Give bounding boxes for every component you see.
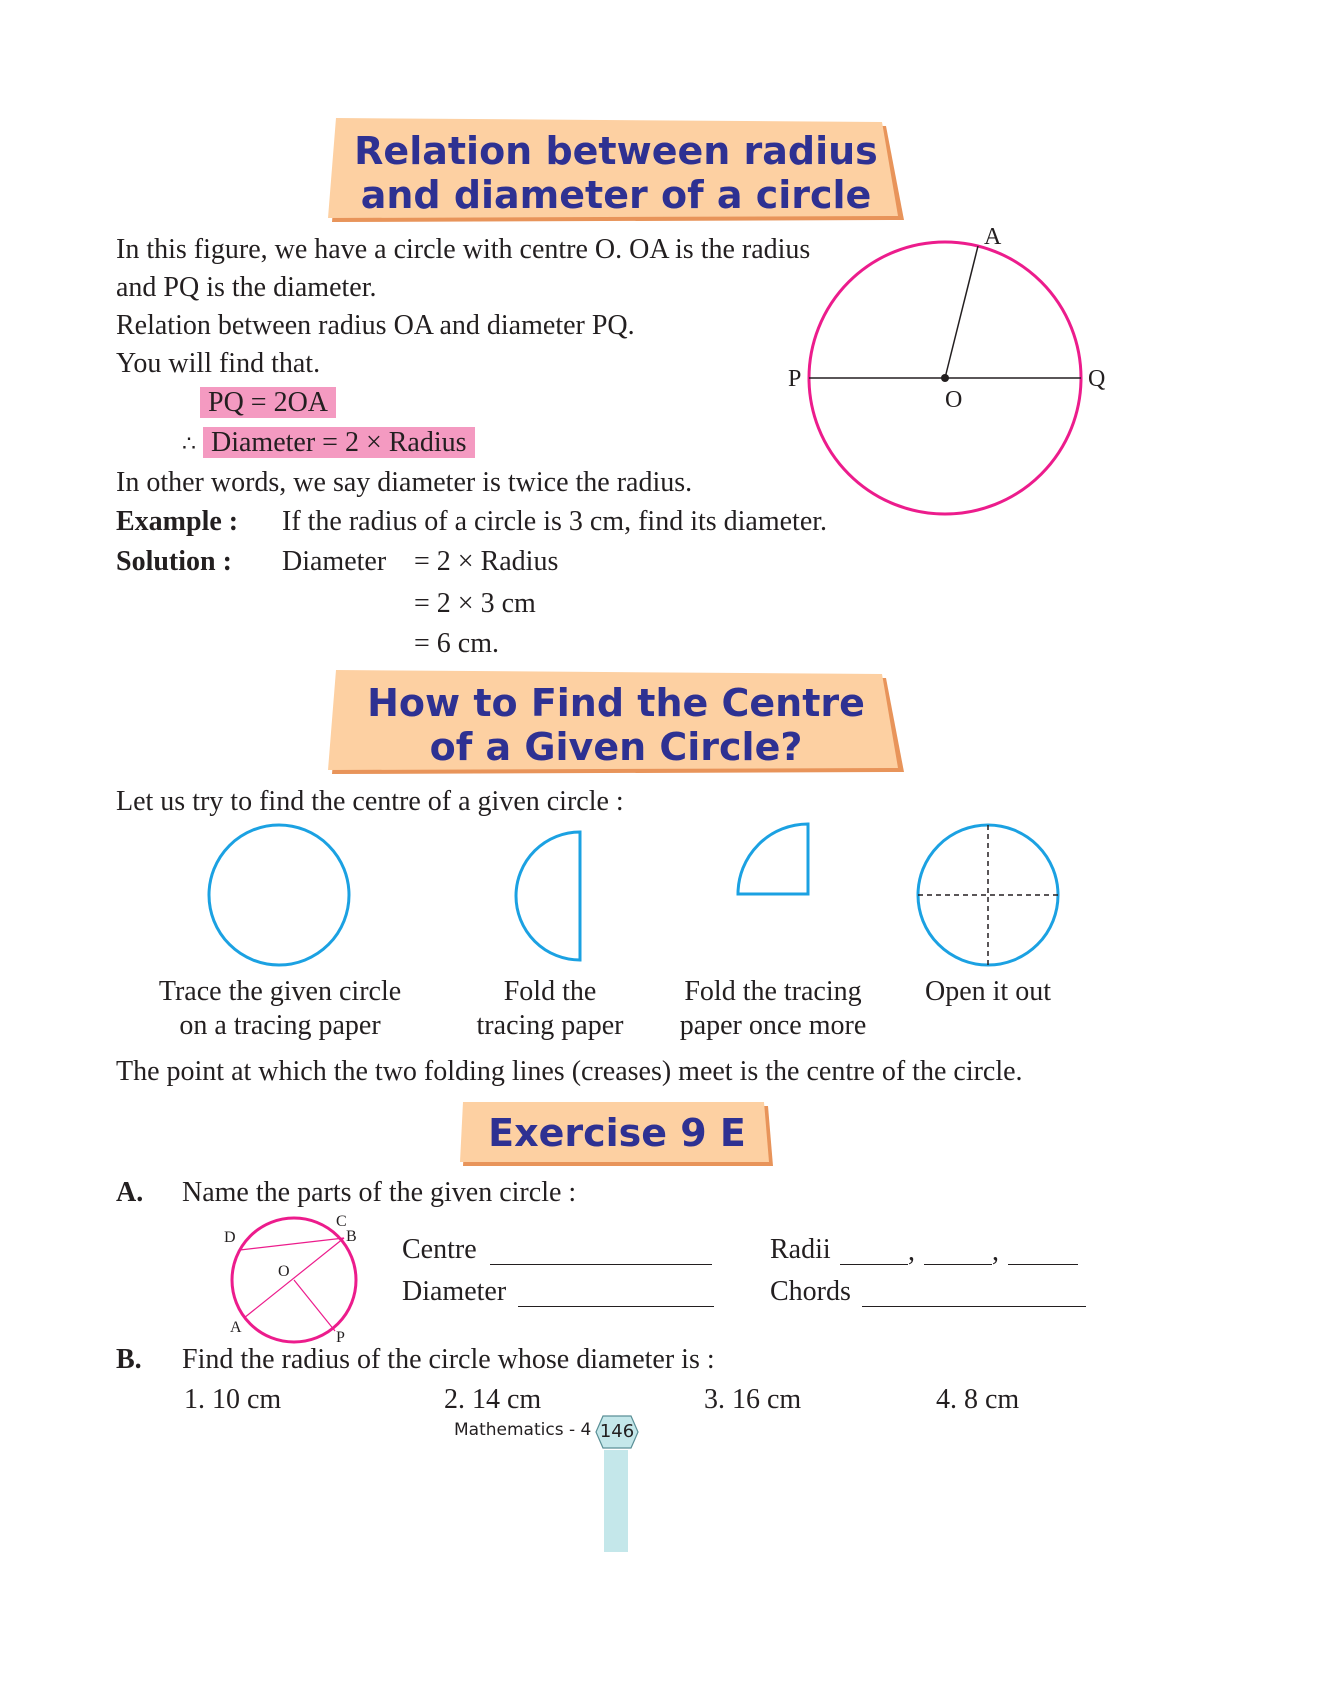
therefore-symbol: ∴ bbox=[182, 431, 196, 456]
exercise-circle-figure bbox=[220, 1210, 370, 1346]
solution-label: Solution : bbox=[116, 546, 232, 577]
question-b-label: B. bbox=[116, 1344, 142, 1375]
step-caption-2-line1: Fold the bbox=[503, 976, 597, 1007]
solution-step-3: = 6 cm. bbox=[414, 628, 499, 659]
fig-label-b: B bbox=[346, 1228, 357, 1245]
question-b-text: Find the radius of the circle whose diameter is : bbox=[182, 1344, 715, 1375]
fig-label-c: C bbox=[336, 1213, 347, 1230]
equation-diameter: Diameter = 2 × Radius bbox=[203, 427, 475, 458]
footer-book-title: Mathematics - 4 bbox=[454, 1420, 592, 1440]
question-b-item-4: 4. 8 cm bbox=[936, 1384, 1020, 1415]
step-caption-2-line2: tracing paper bbox=[476, 1010, 624, 1041]
solution-step-1: = 2 × Radius bbox=[414, 546, 559, 577]
diameter-label: Diameter bbox=[402, 1276, 507, 1307]
radius-oa bbox=[945, 246, 978, 378]
exercise-banner bbox=[460, 1102, 774, 1168]
label-q: Q bbox=[1088, 366, 1106, 392]
banner-title-line1: How to Find the Centre bbox=[367, 681, 865, 725]
banner-title-line1: Relation between radius bbox=[354, 129, 878, 173]
fig-label-a: A bbox=[230, 1319, 242, 1336]
equation-pq: PQ = 2OA bbox=[200, 387, 336, 418]
question-a-text: Name the parts of the given circle : bbox=[182, 1177, 577, 1208]
step-figure-quarter-circle bbox=[732, 820, 816, 900]
question-b-item-2: 2. 14 cm bbox=[444, 1384, 542, 1415]
label-p: P bbox=[788, 366, 802, 392]
paragraph-line: You will find that. bbox=[116, 348, 321, 379]
paragraph-line: Relation between radius OA and diameter PQ. bbox=[116, 310, 635, 341]
step-caption-1-line2: on a tracing paper bbox=[179, 1010, 381, 1041]
label-a: A bbox=[984, 224, 1002, 250]
radii-answer-blank-3 bbox=[1008, 1238, 1078, 1265]
chords-answer-blank bbox=[862, 1280, 1086, 1307]
paragraph-line: and PQ is the diameter. bbox=[116, 272, 377, 303]
banner-title-line2: of a Given Circle? bbox=[429, 725, 803, 769]
centre-label: Centre bbox=[402, 1234, 477, 1265]
example-text: If the radius of a circle is 3 cm, find its diameter. bbox=[282, 506, 828, 537]
paragraph-line: In this figure, we have a circle with centre O. OA is the radius bbox=[116, 234, 811, 265]
step-figure-full-circle bbox=[205, 822, 355, 968]
label-o: O bbox=[945, 387, 963, 413]
section-banner-radius-diameter bbox=[326, 118, 906, 226]
centre-point bbox=[941, 374, 949, 382]
step-caption-1-line1: Trace the given circle bbox=[158, 976, 402, 1007]
step-caption-3-line1: Fold the tracing bbox=[684, 976, 862, 1007]
fig-label-d: D bbox=[224, 1229, 236, 1246]
question-b-item-3: 3. 16 cm bbox=[704, 1384, 802, 1415]
step-caption-3-line2: paper once more bbox=[679, 1010, 867, 1041]
page-number: 146 bbox=[599, 1421, 635, 1442]
question-b-item-1: 1. 10 cm bbox=[184, 1384, 282, 1415]
paragraph-line: In other words, we say diameter is twice the radius. bbox=[116, 467, 693, 498]
example-label: Example : bbox=[116, 506, 239, 537]
section-banner-find-centre bbox=[326, 670, 906, 778]
circle-figure-radius-diameter bbox=[780, 220, 1120, 530]
intro-text: Let us try to find the centre of a given circle : bbox=[116, 786, 624, 817]
step-figure-half-circle bbox=[512, 828, 588, 964]
fig-label-p: P bbox=[336, 1329, 345, 1346]
exercise-title: Exercise 9 E bbox=[488, 1111, 746, 1155]
page-tab-strip bbox=[604, 1450, 628, 1552]
solution-lhs: Diameter bbox=[282, 546, 387, 577]
conclusion-text: The point at which the two folding lines (creases) meet is the centre of the circle. bbox=[116, 1056, 1023, 1087]
centre-answer-blank bbox=[490, 1238, 712, 1265]
radii-answer-blank-2 bbox=[924, 1238, 992, 1265]
radii-comma: , bbox=[992, 1236, 999, 1267]
step-figure-opened-circle bbox=[914, 822, 1064, 968]
diameter-answer-blank bbox=[518, 1280, 714, 1307]
question-a-label: A. bbox=[116, 1177, 144, 1208]
banner-title-line2: and diameter of a circle bbox=[360, 173, 872, 217]
radii-label: Radii bbox=[770, 1234, 831, 1265]
fig-label-o: O bbox=[278, 1263, 290, 1280]
step-caption-4-line1: Open it out bbox=[925, 976, 1051, 1007]
chords-label: Chords bbox=[770, 1276, 851, 1307]
radii-answer-blank-1 bbox=[840, 1238, 908, 1265]
solution-step-2: = 2 × 3 cm bbox=[414, 588, 536, 619]
radii-comma: , bbox=[908, 1236, 915, 1267]
